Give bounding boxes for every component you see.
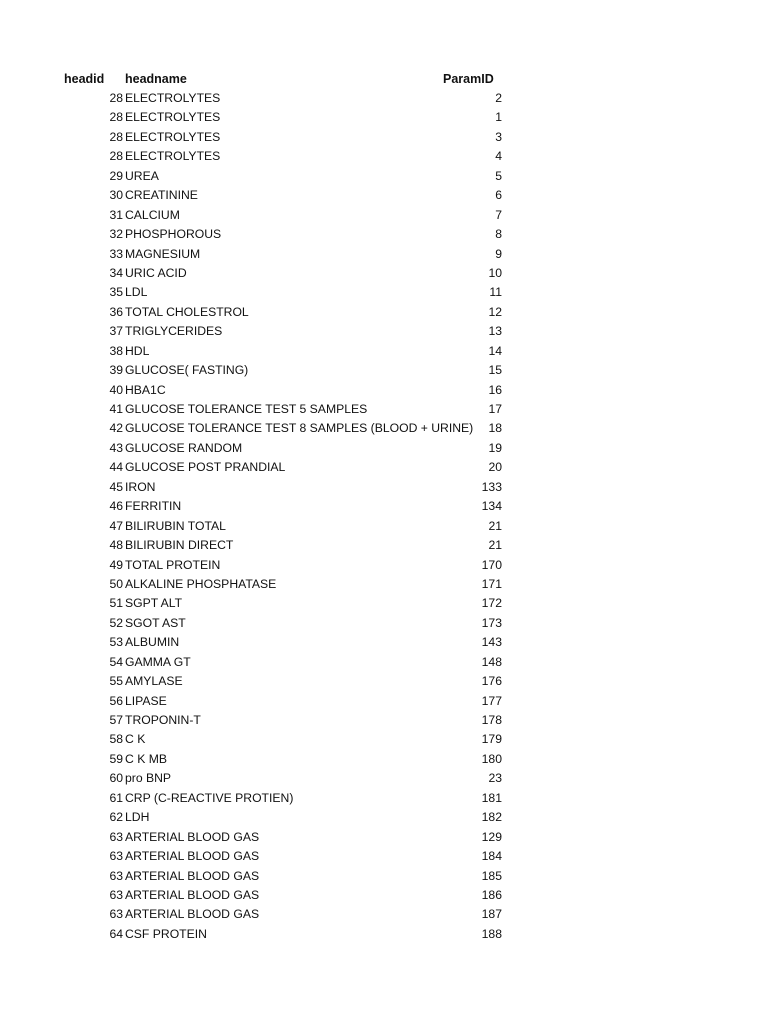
table-row xyxy=(0,225,768,244)
cell-headname: LDL xyxy=(125,285,148,300)
cell-headid: 28 xyxy=(109,91,123,105)
table-row xyxy=(0,186,768,205)
table-row xyxy=(0,497,768,516)
cell-headid: 28 xyxy=(109,129,123,144)
cell-headid: 58 xyxy=(109,732,123,747)
table-row xyxy=(0,478,768,497)
table-row xyxy=(0,867,768,886)
table-row xyxy=(0,672,768,691)
cell-headname: SGPT ALT xyxy=(125,596,183,611)
cell-paramid: 185 xyxy=(481,868,502,883)
cell-headname: C K xyxy=(125,732,146,747)
cell-paramid: 178 xyxy=(481,713,502,727)
cell-paramid: 9 xyxy=(495,246,502,261)
cell-headname: ARTERIAL BLOOD GAS xyxy=(125,849,260,864)
cell-paramid: 3 xyxy=(495,129,502,144)
table-row xyxy=(0,905,768,924)
table-row xyxy=(0,789,768,808)
cell-headname: C K MB xyxy=(125,751,167,766)
table-row xyxy=(0,750,768,769)
cell-headname: GLUCOSE TOLERANCE TEST 8 SAMPLES (BLOOD + URINE) xyxy=(125,421,474,436)
cell-headid: 28 xyxy=(109,110,123,125)
cell-paramid: 181 xyxy=(481,790,502,805)
cell-headid: 63 xyxy=(109,868,123,883)
cell-paramid: 133 xyxy=(481,479,502,494)
cell-headid: 59 xyxy=(109,751,123,766)
cell-paramid: 5 xyxy=(495,168,502,183)
cell-headid: 57 xyxy=(109,713,123,727)
cell-paramid: 15 xyxy=(488,363,502,378)
table-row xyxy=(0,264,768,283)
cell-headid: 62 xyxy=(109,810,123,825)
cell-paramid: 20 xyxy=(488,460,502,475)
cell-headid: 31 xyxy=(109,207,123,222)
cell-headid: 60 xyxy=(109,771,123,786)
cell-headid: 55 xyxy=(109,674,123,689)
cell-paramid: 19 xyxy=(488,440,502,455)
table-row xyxy=(0,167,768,186)
cell-headname: GAMMA GT xyxy=(125,654,191,669)
table-header-row xyxy=(0,70,768,89)
cell-headid: 39 xyxy=(109,363,123,378)
table-row xyxy=(0,89,768,108)
cell-paramid: 170 xyxy=(481,557,502,572)
cell-headname: BILIRUBIN TOTAL xyxy=(125,518,226,533)
cell-paramid: 179 xyxy=(481,732,502,747)
cell-headname: CSF PROTEIN xyxy=(125,926,207,941)
cell-headname: AMYLASE xyxy=(125,674,183,689)
cell-headid: 43 xyxy=(109,440,123,455)
table-body xyxy=(0,89,768,944)
cell-paramid: 180 xyxy=(481,751,502,766)
cell-headid: 63 xyxy=(109,887,123,902)
cell-headname: TROPONIN-T xyxy=(125,713,201,727)
cell-headid: 56 xyxy=(109,693,123,708)
cell-paramid: 184 xyxy=(481,849,502,864)
header-paramid: ParamID xyxy=(443,72,494,86)
cell-headid: 63 xyxy=(109,829,123,844)
cell-headid: 40 xyxy=(109,382,123,397)
cell-headid: 41 xyxy=(109,402,123,416)
cell-paramid: 134 xyxy=(481,499,502,514)
table-row xyxy=(0,925,768,944)
cell-headid: 30 xyxy=(109,188,123,203)
cell-paramid: 4 xyxy=(495,149,502,164)
table-row xyxy=(0,206,768,225)
cell-headid: 44 xyxy=(109,460,123,475)
cell-headname: GLUCOSE RANDOM xyxy=(125,440,243,455)
table-row xyxy=(0,439,768,458)
cell-headid: 64 xyxy=(109,926,123,941)
cell-headname: ARTERIAL BLOOD GAS xyxy=(125,868,260,883)
cell-headid: 34 xyxy=(109,265,123,280)
cell-paramid: 21 xyxy=(488,518,502,533)
cell-headname: TOTAL CHOLESTROL xyxy=(125,304,249,319)
cell-headname: CALCIUM xyxy=(125,207,180,222)
table-row xyxy=(0,847,768,866)
cell-headid: 47 xyxy=(109,518,123,533)
cell-headname: ARTERIAL BLOOD GAS xyxy=(125,829,260,844)
cell-headname: ELECTROLYTES xyxy=(125,129,221,144)
table-row xyxy=(0,556,768,575)
table-row xyxy=(0,517,768,536)
cell-headname: ALKALINE PHOSPHATASE xyxy=(125,576,277,591)
cell-headname: ALBUMIN xyxy=(125,635,180,650)
cell-headname: ELECTROLYTES xyxy=(125,149,221,164)
cell-headname: MAGNESIUM xyxy=(125,246,201,261)
cell-headname: GLUCOSE TOLERANCE TEST 5 SAMPLES xyxy=(125,402,368,416)
cell-headname: GLUCOSE( FASTING) xyxy=(125,363,249,378)
cell-paramid: 143 xyxy=(481,635,502,650)
cell-headname: UREA xyxy=(125,168,159,183)
cell-paramid: 14 xyxy=(488,343,502,358)
cell-headname: ARTERIAL BLOOD GAS xyxy=(125,907,260,922)
cell-headid: 32 xyxy=(109,227,123,242)
table-row xyxy=(0,536,768,555)
cell-headname: ELECTROLYTES xyxy=(125,91,221,105)
cell-headname: CREATININE xyxy=(125,188,198,203)
cell-headname: TOTAL PROTEIN xyxy=(125,557,221,572)
cell-headid: 49 xyxy=(109,557,123,572)
table-row xyxy=(0,322,768,341)
cell-headid: 63 xyxy=(109,849,123,864)
cell-headid: 28 xyxy=(109,149,123,164)
cell-headid: 63 xyxy=(109,907,123,922)
table-row xyxy=(0,400,768,419)
cell-headname: ELECTROLYTES xyxy=(125,110,221,125)
table-row xyxy=(0,342,768,361)
table-row xyxy=(0,614,768,633)
cell-paramid: 186 xyxy=(481,887,502,902)
table-row xyxy=(0,730,768,749)
table-row xyxy=(0,245,768,264)
cell-paramid: 18 xyxy=(488,421,502,436)
cell-paramid: 173 xyxy=(481,615,502,630)
cell-headname: ARTERIAL BLOOD GAS xyxy=(125,887,260,902)
header-headname: headname xyxy=(125,72,187,86)
cell-headid: 35 xyxy=(109,285,123,300)
cell-headid: 48 xyxy=(109,538,123,553)
table-row xyxy=(0,711,768,730)
cell-headid: 45 xyxy=(109,479,123,494)
cell-headid: 29 xyxy=(109,168,123,183)
cell-headname: LIPASE xyxy=(125,693,167,708)
table-row xyxy=(0,808,768,827)
table-row xyxy=(0,361,768,380)
cell-headid: 54 xyxy=(109,654,123,669)
cell-paramid: 10 xyxy=(488,265,502,280)
cell-headname: IRON xyxy=(125,479,156,494)
cell-headid: 37 xyxy=(109,324,123,339)
cell-headname: TRIGLYCERIDES xyxy=(125,324,223,339)
cell-paramid: 176 xyxy=(481,674,502,689)
table-row xyxy=(0,886,768,905)
cell-headname: FERRITIN xyxy=(125,499,182,514)
cell-paramid: 129 xyxy=(481,829,502,844)
table-row xyxy=(0,692,768,711)
cell-paramid: 6 xyxy=(495,188,502,203)
cell-paramid: 171 xyxy=(481,576,502,591)
cell-headid: 51 xyxy=(109,596,123,611)
cell-paramid: 11 xyxy=(489,285,502,300)
cell-headname: BILIRUBIN DIRECT xyxy=(125,538,234,553)
table-row xyxy=(0,458,768,477)
cell-headname: CRP (C-REACTIVE PROTIEN) xyxy=(125,790,294,805)
cell-paramid: 1 xyxy=(495,110,502,125)
cell-paramid: 2 xyxy=(495,91,502,105)
cell-paramid: 23 xyxy=(488,771,502,786)
cell-headid: 52 xyxy=(109,615,123,630)
cell-headname: PHOSPHOROUS xyxy=(125,227,222,242)
cell-headid: 61 xyxy=(109,790,123,805)
table-row xyxy=(0,653,768,672)
table-row xyxy=(0,303,768,322)
cell-paramid: 182 xyxy=(481,810,502,825)
table-row xyxy=(0,575,768,594)
cell-headid: 33 xyxy=(109,246,123,261)
table-row xyxy=(0,828,768,847)
header-headid: headid xyxy=(64,72,105,86)
cell-headid: 53 xyxy=(109,635,123,650)
cell-headid: 46 xyxy=(109,499,123,514)
table-row xyxy=(0,769,768,788)
table-row xyxy=(0,594,768,613)
table-row xyxy=(0,108,768,127)
table-row xyxy=(0,419,768,438)
table-row xyxy=(0,633,768,652)
cell-paramid: 21 xyxy=(488,538,502,553)
cell-headid: 38 xyxy=(109,343,123,358)
table-row xyxy=(0,147,768,166)
cell-headname: GLUCOSE POST PRANDIAL xyxy=(125,460,286,475)
cell-paramid: 12 xyxy=(488,304,502,319)
cell-paramid: 148 xyxy=(481,654,502,669)
cell-paramid: 177 xyxy=(481,693,502,708)
cell-headname: pro BNP xyxy=(125,771,172,786)
table-row xyxy=(0,128,768,147)
cell-paramid: 187 xyxy=(481,907,502,922)
cell-headname: URIC ACID xyxy=(125,265,187,280)
cell-paramid: 188 xyxy=(481,926,502,941)
cell-paramid: 13 xyxy=(488,324,502,339)
cell-headname: LDH xyxy=(125,810,150,825)
cell-paramid: 8 xyxy=(495,227,502,242)
table-row xyxy=(0,381,768,400)
cell-headname: HDL xyxy=(125,343,150,358)
cell-paramid: 17 xyxy=(488,402,502,416)
cell-paramid: 172 xyxy=(481,596,502,611)
table-row xyxy=(0,283,768,302)
cell-paramid: 16 xyxy=(488,382,502,397)
cell-headid: 50 xyxy=(109,576,123,591)
cell-headid: 42 xyxy=(109,421,123,436)
cell-headname: HBA1C xyxy=(125,382,166,397)
cell-headname: SGOT AST xyxy=(125,615,186,630)
cell-paramid: 7 xyxy=(495,207,502,222)
cell-headid: 36 xyxy=(109,304,123,319)
